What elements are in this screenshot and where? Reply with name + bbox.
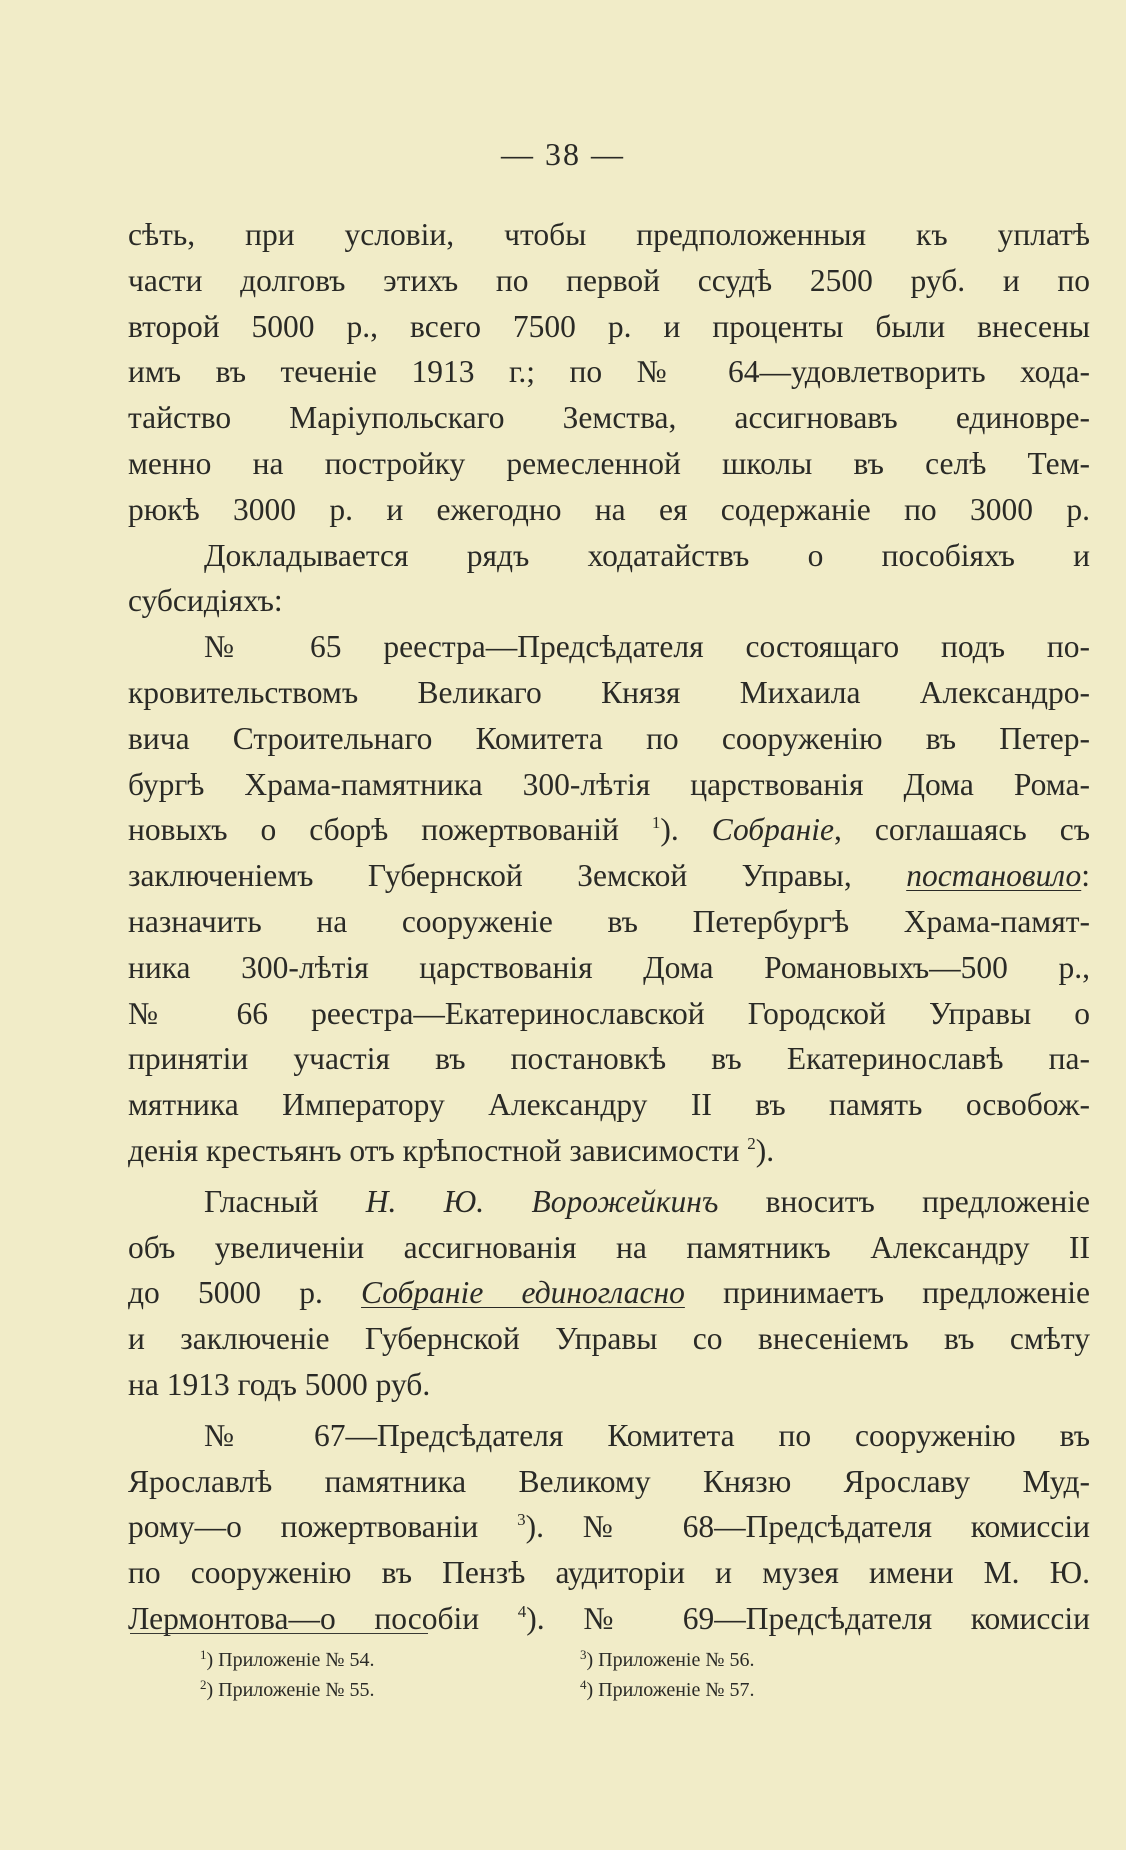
text-line [128,1316,1090,1362]
text-segment: новыхъ о сборѣ пожертвованій [128,812,652,848]
text-segment: сѣть, при условіи, чтобы предположенныя къ уплатѣ [128,217,1090,252]
footnote-mark: 3 [580,1647,587,1662]
footnote-mark: 2 [200,1677,207,1692]
text-line [128,1550,1090,1596]
text-segment: ). [660,812,712,848]
text-line [128,212,1090,258]
text-segment: заключеніемъ Губернской Земской Управы, [128,858,907,894]
emphasis-text: Собраніе [711,812,834,848]
footnotes [200,1645,960,1705]
text-line [128,395,1090,441]
text-segment: № 65 реестра—Предсѣдателя состоящаго подъ по- [204,629,1090,665]
emphasis-text: Собраніе единогласно [361,1275,685,1311]
text-line [128,1225,1090,1271]
text-line [128,1413,1090,1459]
text-line [128,1459,1090,1505]
text-segment: ). [755,1132,775,1168]
text-segment: второй 5000 р., всего 7500 р. и проценты были внесены [128,308,1090,344]
footnote [200,1645,580,1675]
text-line [128,349,1090,395]
paragraph [128,212,1090,533]
text-segment: субсидіяхъ: [128,583,283,619]
text-segment: мятника Императору Александру II въ память освобож- [128,1087,1090,1123]
text-segment: Лермонтова—о пособіи [128,1600,518,1636]
text-line [128,670,1090,716]
footnote [580,1675,960,1705]
text-segment: на 1913 годъ 5000 руб. [128,1366,431,1402]
text-segment: ). № 68—Предсѣдателя комиссіи [525,1509,1090,1545]
footnote-row [200,1645,960,1675]
text-segment: вноситъ предложеніе [718,1183,1090,1219]
text-line [128,1036,1090,1082]
text-line [128,258,1090,304]
text-line [128,762,1090,808]
text-line [128,441,1090,487]
text-line [128,991,1090,1037]
text-segment: № 67—Предсѣдателя Комитета по сооруженію въ [204,1417,1090,1453]
text-line [128,578,1090,624]
text-line [128,533,1090,579]
text-line [128,1504,1090,1550]
text-segment: принимаетъ предложеніе [684,1275,1091,1311]
footnote-ref: 2 [747,1133,756,1153]
text-segment: менно на постройку ремесленной школы въ селѣ Тем- [128,445,1090,481]
paragraph [128,624,1090,1174]
text-line [128,1596,1090,1642]
footnote-text: ) Приложеніе № 56. [586,1649,755,1671]
text-segment: назначить на сооруженіе въ Петербургѣ Храма-памят- [128,903,1090,939]
footnote [200,1675,580,1705]
footnote-text: ) Приложеніе № 57. [586,1679,755,1701]
text-segment: по сооруженію въ Пензѣ аудиторіи и музея имени М. Ю. [128,1555,1090,1591]
text-line [128,304,1090,350]
text-segment: № 66 реестра—Екатеринославской Городской Управы о [128,995,1090,1031]
text-line [128,716,1090,762]
paragraph [128,1413,1090,1642]
text-line [128,487,1090,533]
text-line [128,807,1090,853]
text-line [128,1082,1090,1128]
text-segment: денія крестьянъ отъ крѣпостной зависимости [128,1132,748,1168]
text-line [128,1128,1090,1174]
footnote-text: ) Приложеніе № 55. [206,1679,375,1701]
text-segment: объ увеличеніи ассигнованія на памятникъ Александру II [128,1229,1090,1265]
footnote-divider [130,1633,428,1634]
page-number: — 38 — [501,136,625,172]
text-segment: Гласный [204,1183,366,1219]
paragraph [128,1179,1090,1408]
text-line [128,853,1090,899]
footnote-ref: 4 [517,1601,527,1621]
text-segment: ника 300-лѣтія царствованія Дома Романовыхъ—500 р., [128,949,1090,985]
text-segment: кровительствомъ Великаго Князя Михаила Александро- [128,674,1090,710]
text-line [128,1270,1090,1316]
paragraph [128,533,1090,625]
text-line [128,1179,1090,1225]
footnote [580,1645,960,1675]
text-segment: имъ въ теченіе 1913 г.; по № 64—удовлетворить хода- [128,354,1090,390]
text-segment: и заключеніе Губернской Управы со внесеніемъ въ смѣту [128,1321,1090,1357]
speaker-name: Н. Ю. Ворожейкинъ [365,1183,719,1219]
footnote-ref: 1 [651,813,661,833]
text-line [128,899,1090,945]
text-segment: ). № 69—Предсѣдателя комиссіи [526,1600,1090,1636]
footnote-row [200,1675,960,1705]
footnote-mark: 4 [580,1677,587,1692]
footnote-mark: 1 [200,1647,207,1662]
text-line [128,624,1090,670]
text-segment: Докладывается рядъ ходатайствъ о пособіяхъ и [204,537,1090,573]
text-segment: вича Строительнаго Комитета по сооруженію въ Петер- [128,720,1090,756]
text-segment: : [1081,858,1090,894]
footnote-text: ) Приложеніе № 54. [206,1649,375,1671]
text-segment: Ярославлѣ памятника Великому Князю Ярославу Муд- [128,1463,1090,1499]
text-segment: тайство Маріупольскаго Земства, ассигновавъ единовре- [128,400,1090,436]
text-segment: до 5000 р. [128,1275,362,1311]
text-line [128,1362,1090,1408]
main-text [128,212,1090,1642]
text-line [128,945,1090,991]
text-segment: , соглашаясь съ [834,812,1090,848]
text-segment: рому—о пожертвованіи [128,1509,518,1545]
text-segment: бургѣ Храма-памятника 300-лѣтія царствованія Дома Рома- [128,766,1090,802]
text-segment: части долговъ этихъ по первой ссудѣ 2500 руб. и по [128,262,1090,298]
text-segment: принятіи участія въ постановкѣ въ Екатеринославѣ па- [128,1041,1090,1077]
footnote-ref: 3 [517,1510,526,1530]
emphasis-text: постановило [906,858,1082,894]
text-segment: рюкѣ 3000 р. и ежегодно на ея содержаніе по 3000 р. [128,491,1090,527]
